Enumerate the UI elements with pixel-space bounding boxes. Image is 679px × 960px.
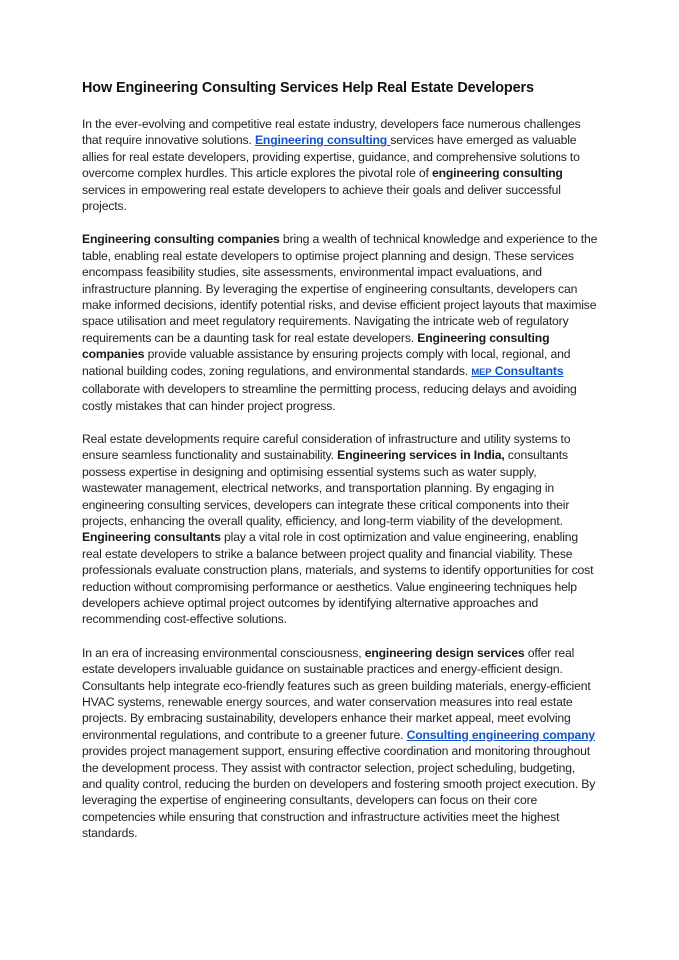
intro-paragraph <box>82 116 598 214</box>
sustainability-paragraph <box>82 645 598 842</box>
mep-link-rest: Consultants <box>491 363 564 378</box>
text-run: collaborate with developers to streamline the permitting process, reducing delays and avoiding costly mistakes that can hinder project progress. <box>82 382 577 413</box>
text-run: provides project management support, ensuring effective coordination and monitoring throughout the development process. They assist with contractor selection, project scheduling, budgeting, and quality control, reducing the burden on developers and fostering smooth project execution. By leveraging the expertise of engineering consultants, developers can focus on their core competencies while ensuring that construction and infrastructure activities meet the highest standards. <box>82 744 596 841</box>
text-run: provide valuable assistance by ensuring projects comply with local, regional, and national building codes, zoning regulations, and environmental standards. <box>82 347 571 378</box>
text-run: services have emerged as valuable allies for real estate developers, providing expertise, guidance, and comprehensive solutions to overcome complex hurdles. This article explores the pivotal role of <box>82 133 580 181</box>
infrastructure-paragraph <box>82 431 598 628</box>
text-run: In the ever-evolving and competitive real estate industry, developers face numerous challenges that require innovative solutions. <box>82 117 581 148</box>
text-run: consultants possess expertise in designing and optimising essential systems such as water supply, wastewater management, electrical networks, and transportation planning. By engaging in engineering consulting services, developers can integrate these critical components into their projects, enhancing the overall quality, efficiency, and long-term viability of the development. <box>82 448 570 528</box>
article-title: How Engineering Consulting Services Help Real Estate Developers <box>82 80 534 96</box>
engineering-consulting-link[interactable]: Engineering consulting <box>254 133 391 148</box>
text-run: services in empowering real estate developers to achieve their goals and deliver successful projects. <box>82 182 561 214</box>
bold-term: Engineering consulting companies <box>82 232 280 247</box>
text-run: bring a wealth of technical knowledge and experience to the table, enabling real estate developers to optimise project planning and design. These services encompass feasibility studies, site assessments, environmental impact evaluations, and infrastructure planning. By leveraging the expertise of engineering consultants, developers can make informed decisions, identify potential risks, and devise efficient project layouts that maximise space utilisation and meet regulatory requirements. Navigating the intricate web of regulatory requirements can be a daunting task for real estate developers. <box>82 232 598 345</box>
mep-link-prefix: MEP <box>471 366 492 378</box>
bold-term: Engineering services in India, <box>337 448 505 463</box>
text-run: play a vital role in cost optimization and value engineering, enabling real estate developers to strike a balance between project quality and financial viability. These professionals evaluate construction plans, materials, and systems to identify opportunities for cost reduction without compromising performance or aesthetics. Value engineering techniques help developers achieve optimal project outcomes by identifying alternative approaches and recommending cost-effective solutions. <box>82 530 594 627</box>
mep-consultants-link[interactable] <box>471 364 563 378</box>
consulting-companies-paragraph <box>82 231 598 413</box>
text-run: Real estate developments require careful consideration of infrastructure and utility systems to ensure seamless functionality and sustainability. <box>82 431 571 463</box>
text-run: offer real estate developers invaluable guidance on sustainable practices and energy-efficient design. Consultants help integrate eco-friendly features such as green building materials, energy-efficient HVAC systems, renewable energy sources, and water conservation measures into real estate projects. By embracing sustainability, developers enhance their market appeal, meet evolving environmental regulations, and contribute to a greener future. <box>82 645 591 742</box>
document-page <box>82 80 598 859</box>
bold-term: Engineering consulting companies <box>82 330 550 362</box>
bold-term: engineering consulting <box>431 166 563 181</box>
bold-term: Engineering consultants <box>82 530 221 545</box>
text-run: In an era of increasing environmental consciousness, <box>82 645 365 660</box>
consulting-engineering-company-link[interactable]: Consulting engineering company <box>406 727 596 742</box>
bold-term: engineering design services <box>364 645 525 660</box>
